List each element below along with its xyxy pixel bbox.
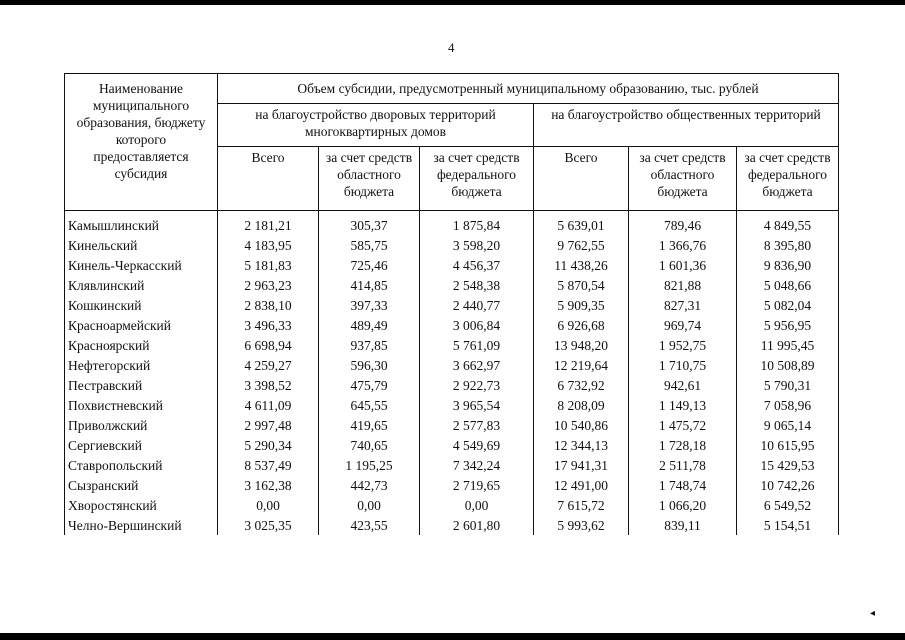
amount-cell: 4 456,37	[420, 255, 534, 275]
header-regional: за счет средств областного бюджета	[319, 147, 420, 211]
table-body	[65, 211, 839, 536]
amount-cell: 1 149,13	[629, 395, 737, 415]
amount-cell: 9 762,55	[534, 235, 629, 255]
amount-cell: 645,55	[319, 395, 420, 415]
amount-cell: 2 963,23	[218, 275, 319, 295]
header-regional: за счет средств областного бюджета	[629, 147, 737, 211]
table-row	[65, 395, 839, 415]
municipality-name: Ставропольский	[65, 455, 218, 475]
amount-cell: 5 909,35	[534, 295, 629, 315]
table-row	[65, 275, 839, 295]
municipality-name: Хворостянский	[65, 495, 218, 515]
amount-cell: 821,88	[629, 275, 737, 295]
amount-cell: 5 870,54	[534, 275, 629, 295]
amount-cell: 12 219,64	[534, 355, 629, 375]
amount-cell: 969,74	[629, 315, 737, 335]
municipality-name: Сергиевский	[65, 435, 218, 455]
amount-cell: 10 540,86	[534, 415, 629, 435]
amount-cell: 1 748,74	[629, 475, 737, 495]
amount-cell: 2 548,38	[420, 275, 534, 295]
header-total: Всего	[534, 147, 629, 211]
amount-cell: 2 719,65	[420, 475, 534, 495]
amount-cell: 1 728,18	[629, 435, 737, 455]
header-total: Всего	[218, 147, 319, 211]
municipality-name: Сызранский	[65, 475, 218, 495]
amount-cell: 423,55	[319, 515, 420, 535]
scan-border-top	[0, 0, 905, 5]
header-federal: за счет средств федерального бюджета	[420, 147, 534, 211]
amount-cell: 4 611,09	[218, 395, 319, 415]
amount-cell: 1 475,72	[629, 415, 737, 435]
amount-cell: 8 208,09	[534, 395, 629, 415]
amount-cell: 305,37	[319, 211, 420, 236]
amount-cell: 839,11	[629, 515, 737, 535]
amount-cell: 10 742,26	[737, 475, 839, 495]
municipality-name: Клявлинский	[65, 275, 218, 295]
header-municipality-name: Наименование муниципального образования, бюджету которого предоставляется субсидия	[65, 74, 218, 211]
amount-cell: 12 344,13	[534, 435, 629, 455]
amount-cell: 2 577,83	[420, 415, 534, 435]
amount-cell: 3 965,54	[420, 395, 534, 415]
amount-cell: 937,85	[319, 335, 420, 355]
amount-cell: 2 511,78	[629, 455, 737, 475]
amount-cell: 2 440,77	[420, 295, 534, 315]
amount-cell: 5 790,31	[737, 375, 839, 395]
amount-cell: 6 926,68	[534, 315, 629, 335]
amount-cell: 1 710,75	[629, 355, 737, 375]
subsidy-table	[64, 73, 839, 535]
amount-cell: 1 875,84	[420, 211, 534, 236]
amount-cell: 10 615,95	[737, 435, 839, 455]
amount-cell: 5 639,01	[534, 211, 629, 236]
table-row	[65, 495, 839, 515]
amount-cell: 414,85	[319, 275, 420, 295]
table-row	[65, 455, 839, 475]
amount-cell: 3 162,38	[218, 475, 319, 495]
amount-cell: 12 491,00	[534, 475, 629, 495]
municipality-name: Камышлинский	[65, 211, 218, 236]
table-row	[65, 355, 839, 375]
amount-cell: 5 290,34	[218, 435, 319, 455]
amount-cell: 397,33	[319, 295, 420, 315]
amount-cell: 8 537,49	[218, 455, 319, 475]
amount-cell: 0,00	[319, 495, 420, 515]
municipality-name: Кошкинский	[65, 295, 218, 315]
amount-cell: 5 993,62	[534, 515, 629, 535]
municipality-name: Нефтегорский	[65, 355, 218, 375]
amount-cell: 3 662,97	[420, 355, 534, 375]
amount-cell: 1 195,25	[319, 455, 420, 475]
amount-cell: 2 601,80	[420, 515, 534, 535]
amount-cell: 4 259,27	[218, 355, 319, 375]
amount-cell: 2 997,48	[218, 415, 319, 435]
amount-cell: 5 181,83	[218, 255, 319, 275]
amount-cell: 15 429,53	[737, 455, 839, 475]
amount-cell: 1 952,75	[629, 335, 737, 355]
scan-border-bottom	[0, 633, 905, 640]
amount-cell: 3 025,35	[218, 515, 319, 535]
table-row	[65, 211, 839, 236]
table-row	[65, 255, 839, 275]
amount-cell: 4 183,95	[218, 235, 319, 255]
table-row	[65, 235, 839, 255]
amount-cell: 419,65	[319, 415, 420, 435]
municipality-name: Пестравский	[65, 375, 218, 395]
amount-cell: 2 181,21	[218, 211, 319, 236]
amount-cell: 442,73	[319, 475, 420, 495]
amount-cell: 1 366,76	[629, 235, 737, 255]
amount-cell: 7 342,24	[420, 455, 534, 475]
amount-cell: 9 836,90	[737, 255, 839, 275]
amount-cell: 5 048,66	[737, 275, 839, 295]
header-group-public-territories: на благоустройство общественных территорий	[534, 104, 839, 147]
amount-cell: 9 065,14	[737, 415, 839, 435]
amount-cell: 585,75	[319, 235, 420, 255]
table-row	[65, 375, 839, 395]
municipality-name: Кинельский	[65, 235, 218, 255]
amount-cell: 5 761,09	[420, 335, 534, 355]
table-row	[65, 315, 839, 335]
table-row	[65, 295, 839, 315]
amount-cell: 5 082,04	[737, 295, 839, 315]
amount-cell: 3 006,84	[420, 315, 534, 335]
header-federal: за счет средств федерального бюджета	[737, 147, 839, 211]
header-subsidy-volume: Объем субсидии, предусмотренный муниципальному образованию, тыс. рублей	[218, 74, 839, 104]
amount-cell: 11 438,26	[534, 255, 629, 275]
amount-cell: 7 615,72	[534, 495, 629, 515]
amount-cell: 0,00	[218, 495, 319, 515]
amount-cell: 596,30	[319, 355, 420, 375]
amount-cell: 2 922,73	[420, 375, 534, 395]
table-row	[65, 475, 839, 495]
municipality-name: Похвистневский	[65, 395, 218, 415]
amount-cell: 17 941,31	[534, 455, 629, 475]
table-row	[65, 415, 839, 435]
amount-cell: 0,00	[420, 495, 534, 515]
amount-cell: 3 598,20	[420, 235, 534, 255]
amount-cell: 3 398,52	[218, 375, 319, 395]
amount-cell: 827,31	[629, 295, 737, 315]
amount-cell: 3 496,33	[218, 315, 319, 335]
table-row	[65, 335, 839, 355]
amount-cell: 489,49	[319, 315, 420, 335]
amount-cell: 5 154,51	[737, 515, 839, 535]
municipality-name: Приволжский	[65, 415, 218, 435]
amount-cell: 725,46	[319, 255, 420, 275]
amount-cell: 2 838,10	[218, 295, 319, 315]
amount-cell: 8 395,80	[737, 235, 839, 255]
amount-cell: 4 549,69	[420, 435, 534, 455]
amount-cell: 7 058,96	[737, 395, 839, 415]
amount-cell: 475,79	[319, 375, 420, 395]
header-group-yard-territories: на благоустройство дворовых территорий многоквартирных домов	[218, 104, 534, 147]
table-row	[65, 515, 839, 535]
page-number: 4	[448, 40, 455, 55]
table-row	[65, 435, 839, 455]
amount-cell: 5 956,95	[737, 315, 839, 335]
amount-cell: 6 549,52	[737, 495, 839, 515]
municipality-name: Красноармейский	[65, 315, 218, 335]
amount-cell: 1 601,36	[629, 255, 737, 275]
municipality-name: Красноярский	[65, 335, 218, 355]
amount-cell: 4 849,55	[737, 211, 839, 236]
amount-cell: 11 995,45	[737, 335, 839, 355]
amount-cell: 740,65	[319, 435, 420, 455]
amount-cell: 10 508,89	[737, 355, 839, 375]
amount-cell: 13 948,20	[534, 335, 629, 355]
amount-cell: 1 066,20	[629, 495, 737, 515]
municipality-name: Челно-Вершинский	[65, 515, 218, 535]
scan-mark: ◂	[870, 608, 876, 619]
amount-cell: 6 698,94	[218, 335, 319, 355]
amount-cell: 789,46	[629, 211, 737, 236]
municipality-name: Кинель-Черкасский	[65, 255, 218, 275]
amount-cell: 942,61	[629, 375, 737, 395]
amount-cell: 6 732,92	[534, 375, 629, 395]
